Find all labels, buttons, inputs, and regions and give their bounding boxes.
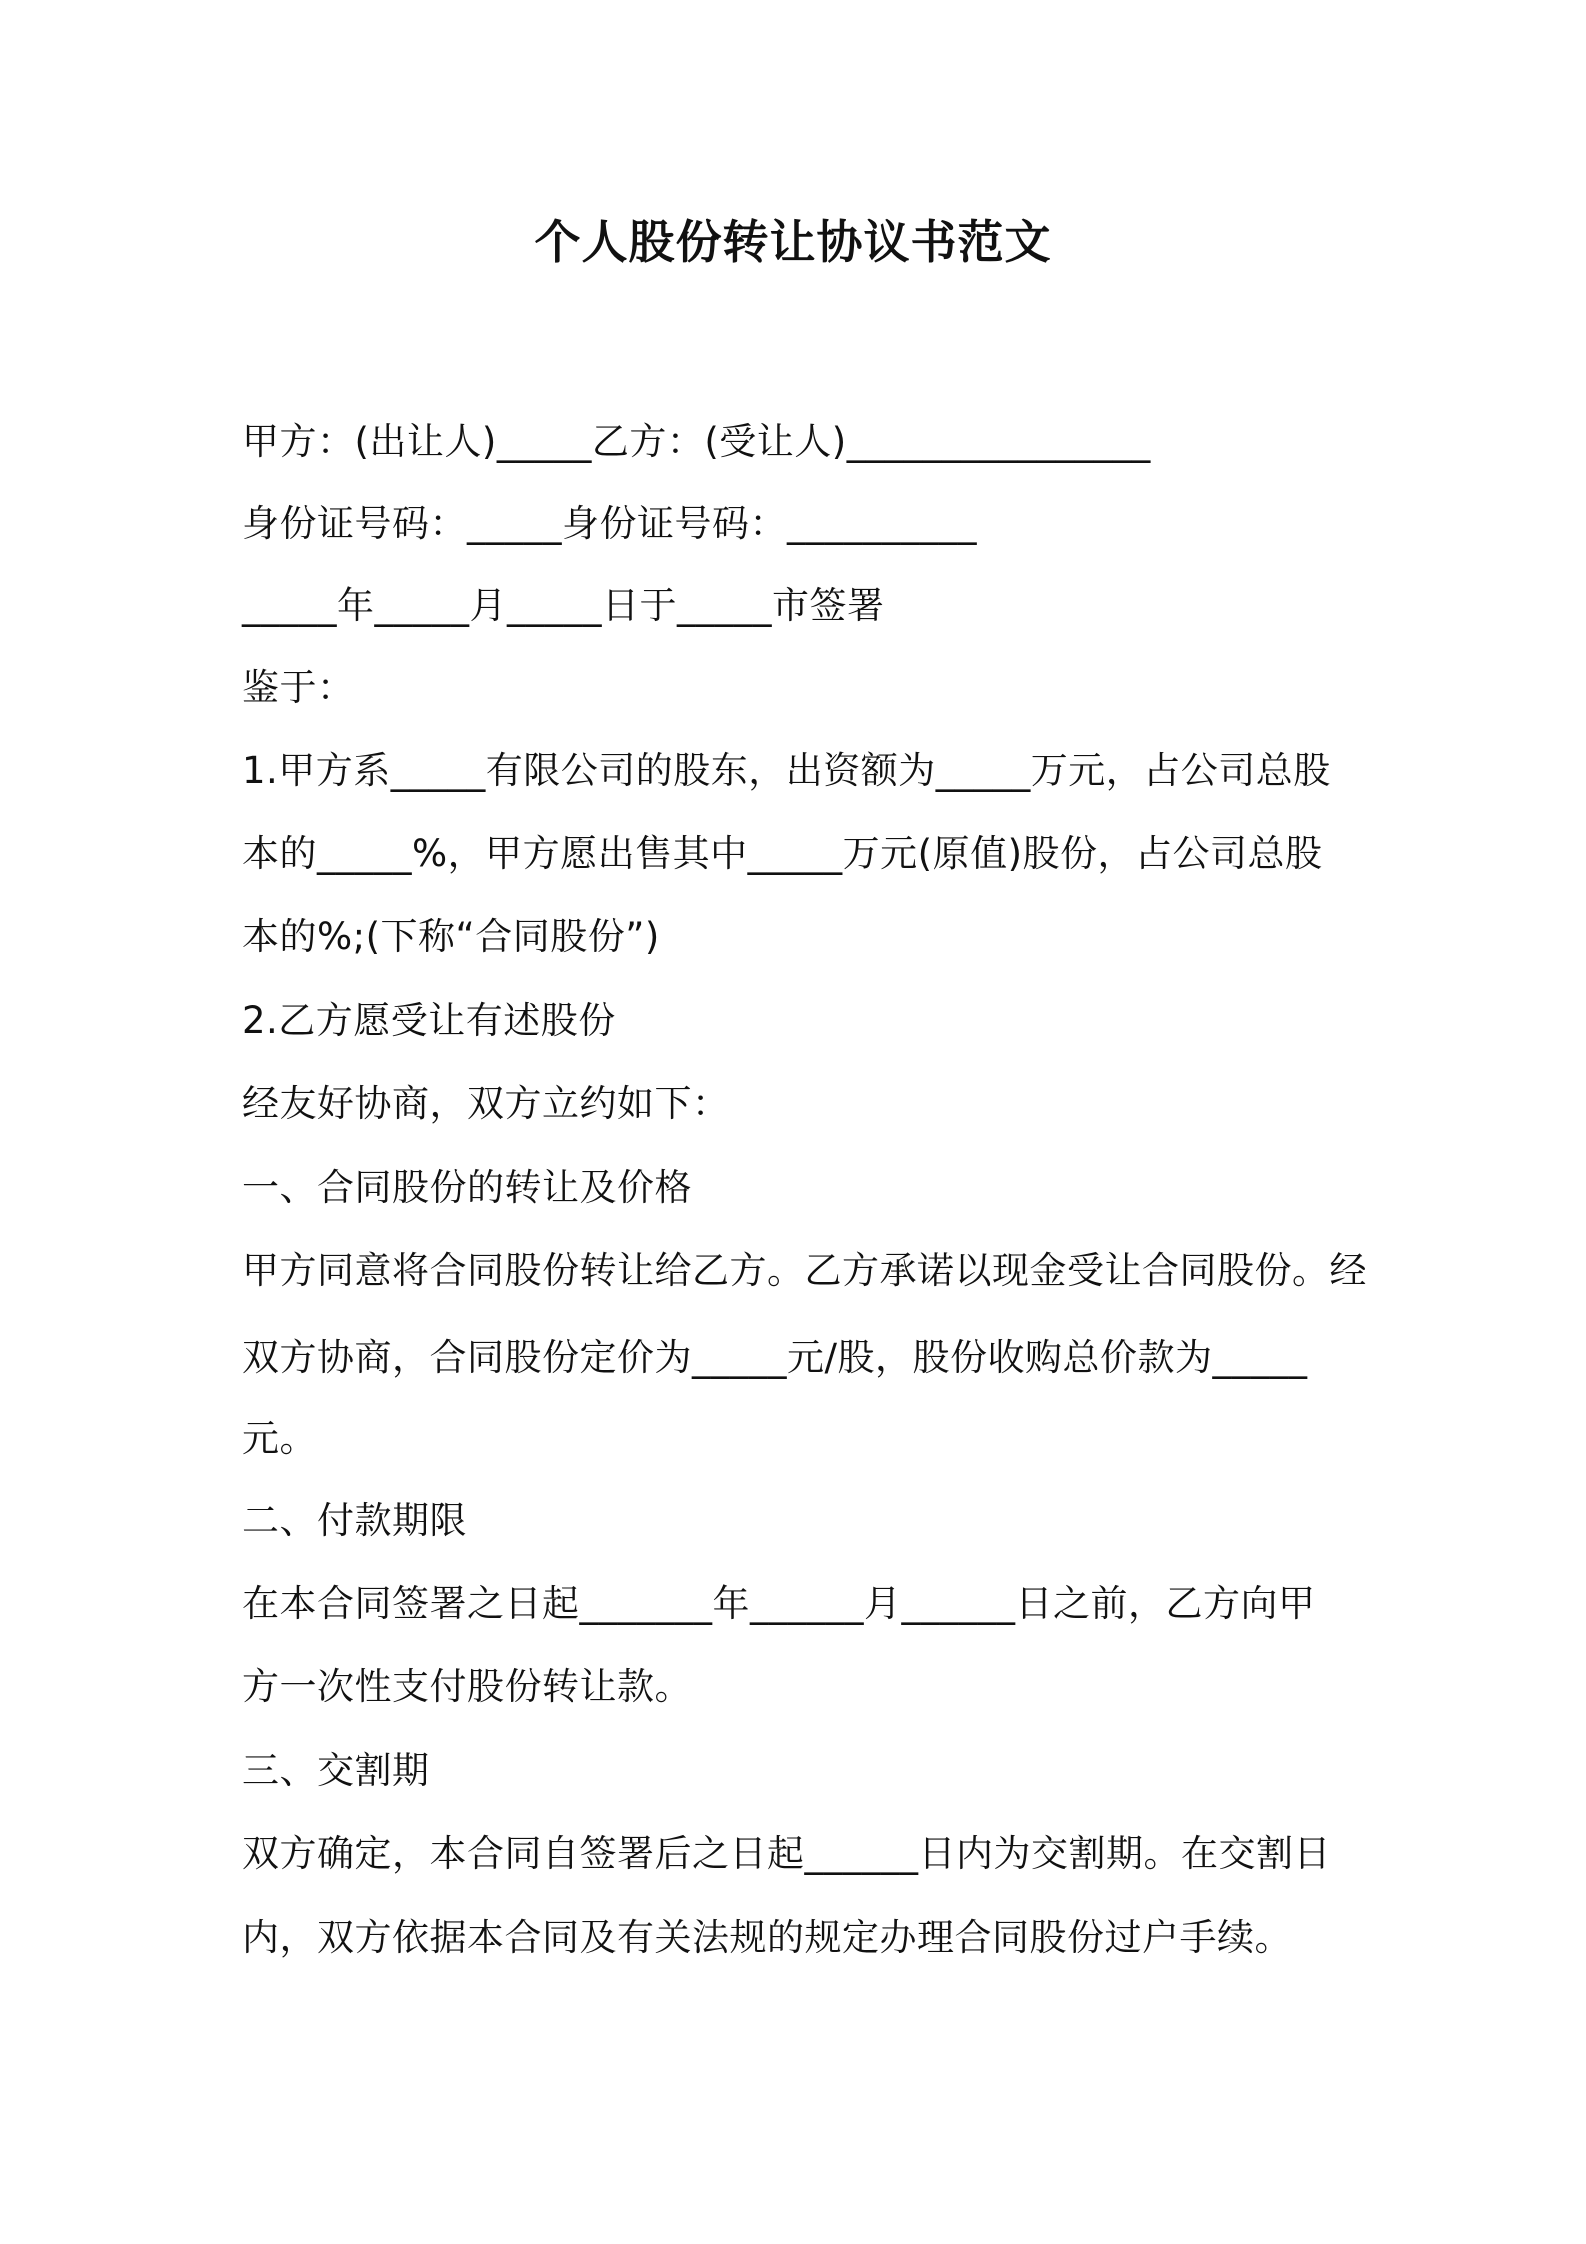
agreement-intro-line: 经友好协商，双方立约如下：: [242, 1082, 730, 1125]
section-3-line-2: 内，双方依据本合同及有关法规的规定办理合同股份过户手续。: [242, 1916, 1292, 1959]
clause-1-line-1: 1.甲方系_____有限公司的股东，出资额为_____万元，占公司总股: [242, 749, 1331, 792]
section-1-line-3: 元。: [242, 1417, 317, 1460]
section-3-heading: 三、交割期: [242, 1749, 430, 1792]
clause-1-line-3: 本的%;(下称“合同股份”): [242, 915, 660, 958]
clause-1-line-2: 本的_____%，甲方愿出售其中_____万元(原值)股份，占公司总股: [242, 832, 1323, 875]
party-line: 甲方：(出让人)_____乙方：(受让人)________________: [242, 420, 1151, 463]
section-2-line-2: 方一次性支付股份转让款。: [242, 1665, 692, 1708]
section-3-line-1: 双方确定，本合同自签署后之日起______日内为交割期。在交割日: [242, 1832, 1331, 1875]
whereas-heading: 鉴于：: [242, 666, 355, 709]
document-title: 个人股份转让协议书范文: [534, 215, 1052, 269]
signing-date-line: _____年_____月_____日于_____市签署: [242, 584, 885, 627]
section-1-line-2: 双方协商，合同股份定价为_____元/股，股份收购总价款为_____: [242, 1336, 1308, 1379]
section-1-line-1: 甲方同意将合同股份转让给乙方。乙方承诺以现金受让合同股份。经: [242, 1249, 1367, 1292]
section-2-heading: 二、付款期限: [242, 1499, 467, 1542]
id-number-line: 身份证号码：_____身份证号码：__________: [242, 502, 977, 545]
clause-2-line: 2.乙方愿受让有述股份: [242, 999, 616, 1042]
section-1-heading: 一、合同股份的转让及价格: [242, 1166, 692, 1209]
section-2-line-1: 在本合同签署之日起_______年______月______日之前，乙方向甲: [242, 1582, 1316, 1625]
